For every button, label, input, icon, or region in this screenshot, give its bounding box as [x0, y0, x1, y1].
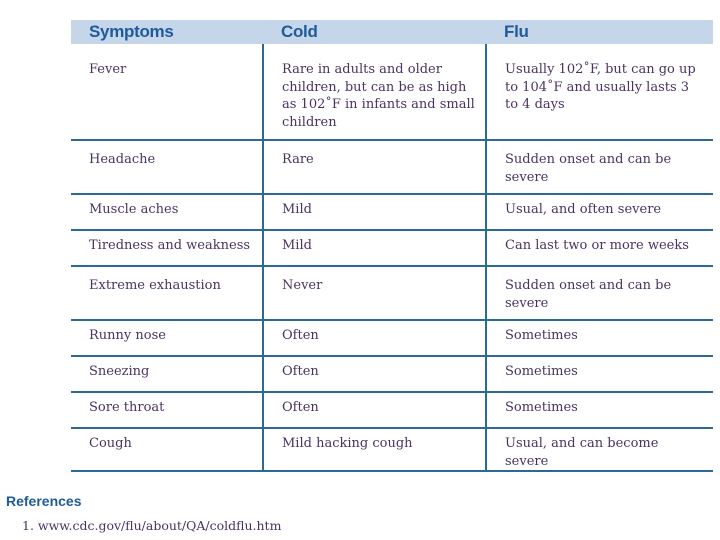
- symptom-cell: Fever: [71, 44, 263, 140]
- references-heading: References: [6, 493, 82, 509]
- flu-cell: Sudden onset and can be severe: [486, 266, 713, 320]
- flu-cell: Sometimes: [486, 356, 713, 392]
- symptom-cell: Runny nose: [71, 320, 263, 356]
- cold-cell: Often: [263, 320, 486, 356]
- flu-cell: Sudden onset and can be severe: [486, 140, 713, 194]
- reference-item: 1. www.cdc.gov/flu/about/QA/coldflu.htm: [22, 518, 282, 533]
- flu-cell: Sometimes: [486, 392, 713, 428]
- symptom-cell: Cough: [71, 428, 263, 471]
- table-row: [71, 320, 713, 356]
- flu-cell: Usual, and can become severe: [486, 428, 713, 471]
- cold-cell: Rare in adults and older children, but can be as high as 102˚F in infants and small children: [263, 44, 486, 140]
- table-header-row: [71, 20, 713, 44]
- cold-cell: Often: [263, 356, 486, 392]
- symptom-cell: Tiredness and weakness: [71, 230, 263, 266]
- cold-cell: Rare: [263, 140, 486, 194]
- symptom-cell: Sore throat: [71, 392, 263, 428]
- flu-cell: Sometimes: [486, 320, 713, 356]
- header-symptoms: Symptoms: [71, 20, 263, 44]
- cold-cell: Mild: [263, 230, 486, 266]
- cold-cell: Mild: [263, 194, 486, 230]
- symptom-cell: Extreme exhaustion: [71, 266, 263, 320]
- flu-cell: Usual, and often severe: [486, 194, 713, 230]
- cold-cell: Mild hacking cough: [263, 428, 486, 471]
- cold-vs-flu-table: [71, 20, 713, 472]
- flu-cell: Usually 102˚F, but can go up to 104˚F and usually lasts 3 to 4 days: [486, 44, 713, 140]
- symptom-cell: Sneezing: [71, 356, 263, 392]
- table-row: [71, 44, 713, 140]
- table-row: [71, 392, 713, 428]
- table-row: [71, 356, 713, 392]
- flu-cell: Can last two or more weeks: [486, 230, 713, 266]
- cold-cell: Never: [263, 266, 486, 320]
- header-flu: Flu: [486, 20, 713, 44]
- table-row: [71, 140, 713, 194]
- symptom-cell: Muscle aches: [71, 194, 263, 230]
- table-row: [71, 194, 713, 230]
- table-row: [71, 428, 713, 471]
- cold-cell: Often: [263, 392, 486, 428]
- header-cold: Cold: [263, 20, 486, 44]
- table-row: [71, 266, 713, 320]
- symptom-cell: Headache: [71, 140, 263, 194]
- table-row: [71, 230, 713, 266]
